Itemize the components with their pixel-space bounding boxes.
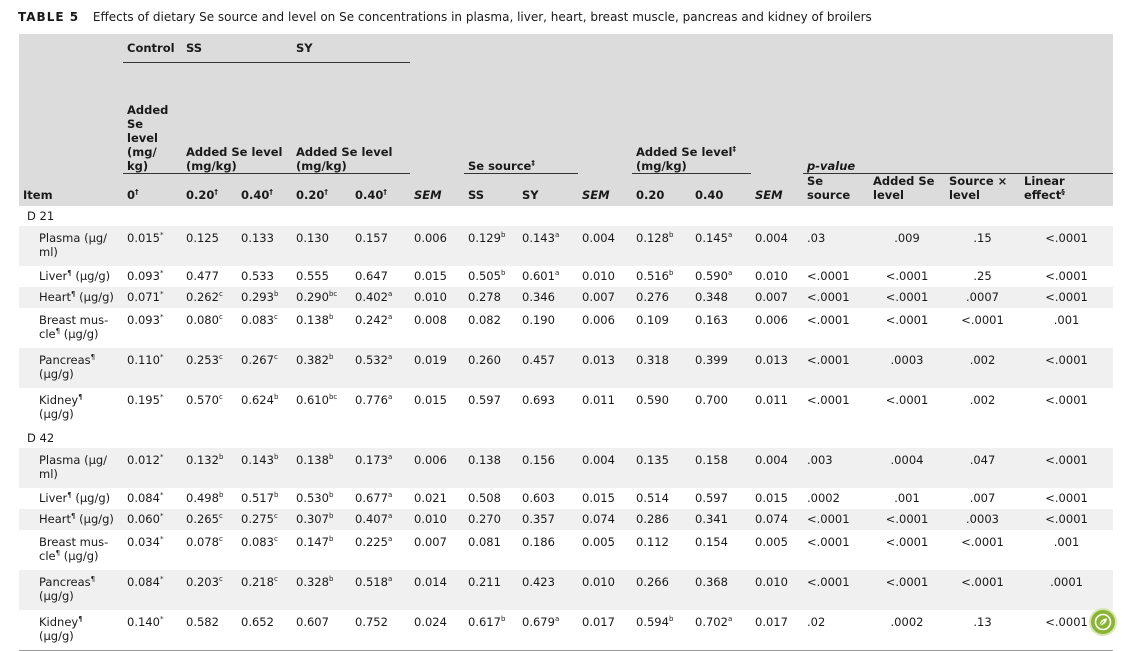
cell-p-interaction: .007 (969, 491, 996, 505)
cell-sy-020: 0.555 (296, 269, 329, 283)
cell-sem-1: 0.015 (414, 269, 447, 283)
row-item-label: Plasma (μg/ ml) (19, 226, 123, 266)
cell-level-040: 0.597 (695, 491, 728, 505)
table-row (19, 610, 1113, 651)
col-control-0: 0† (123, 174, 182, 207)
cell-p-level: <.0001 (869, 287, 945, 308)
cell-level-040: 0.341 (691, 509, 751, 530)
col-level-020: 0.20 (632, 174, 691, 207)
col-sem-2: SEM (578, 174, 632, 207)
cell-ss: 0.082 (468, 313, 501, 327)
section-label: D 21 (19, 206, 1113, 226)
cell-level-040: 0.368 (691, 570, 751, 610)
cell-p-interaction: <.0001 (961, 313, 1004, 327)
cell-p-level: <.0001 (885, 269, 929, 283)
cell-control-0: 0.093* (127, 313, 164, 327)
cell-sem-2: 0.015 (582, 491, 615, 505)
cell-sy-020: 0.328$^b$ (292, 570, 351, 610)
cell-sem-2: 0.004 (578, 448, 632, 488)
cell-sy-020: 0.530$^b$ (296, 491, 334, 505)
cell-sy-040: 0.518$^a$ (351, 570, 410, 610)
table-row (19, 570, 1113, 610)
cell-p-level: <.0001 (885, 535, 929, 549)
cell-control-0: 0.110* (123, 348, 182, 388)
cell-ss-020: 0.477 (186, 269, 219, 283)
row-item-label: Heart¶ (μg/g) (19, 287, 123, 308)
cell-p-source: <.0001 (803, 570, 869, 610)
cell-level-040: 0.145$^a$ (691, 226, 751, 266)
table-row (19, 388, 1113, 428)
section-row (19, 428, 1113, 448)
cell-control-0: 0.084* (127, 491, 164, 505)
cell-p-interaction: <.0001 (961, 535, 1004, 549)
cell-sy: 0.186 (522, 535, 555, 549)
row-item-label: Pancreas¶ (μg/g) (19, 570, 123, 610)
cell-p-source: .03 (803, 226, 869, 266)
cell-sem-1: 0.015 (414, 393, 447, 407)
table-title: Effects of dietary Se source and level on Se concentrations in plasma, liver, heart, breast muscle, pancreas and kidney of broilers (92, 10, 872, 24)
table-row (19, 530, 1113, 570)
cell-ss: 0.617$^b$ (464, 610, 518, 651)
cell-sy-020: 0.610$^{bc}$ (296, 393, 338, 407)
cell-sy: 0.423 (518, 570, 578, 610)
cell-p-interaction: .0007 (945, 287, 1020, 308)
cell-p-interaction: <.0001 (945, 570, 1020, 610)
cell-sem-3: 0.004 (751, 226, 803, 266)
cell-p-linear: <.0001 (1020, 610, 1113, 651)
col-ss-020: 0.20† (182, 174, 237, 207)
cell-sem-3: 0.006 (755, 313, 788, 327)
cell-sem-2: 0.074 (578, 509, 632, 530)
cell-sem-3: 0.011 (755, 393, 788, 407)
cell-sem-1: 0.008 (414, 313, 447, 327)
cell-sem-2: 0.017 (578, 610, 632, 651)
cell-level-020: 0.318 (632, 348, 691, 388)
cell-p-interaction: .047 (945, 448, 1020, 488)
cell-p-linear: <.0001 (1045, 491, 1088, 505)
table-row (19, 348, 1113, 388)
cell-sy-020: 0.290$^{bc}$ (292, 287, 351, 308)
cell-ss-020: 0.078$^c$ (186, 535, 223, 549)
cell-p-linear: <.0001 (1020, 226, 1113, 266)
cell-ss-040: 0.143$^b$ (237, 448, 292, 488)
cell-sy-040: 0.173$^a$ (351, 448, 410, 488)
cell-level-020: 0.514 (636, 491, 669, 505)
cell-ss-020: 0.132$^b$ (182, 448, 237, 488)
cell-sem-2: 0.010 (578, 570, 632, 610)
col-p-linear: Linear effect§ (1020, 174, 1113, 207)
cell-p-source: .003 (803, 448, 869, 488)
cell-p-linear: .0001 (1020, 570, 1113, 610)
cell-p-linear: <.0001 (1020, 348, 1113, 388)
table-row (19, 509, 1113, 530)
cell-sem-2: 0.011 (582, 393, 615, 407)
row-item-label: Kidney¶ (μg/g) (19, 610, 123, 651)
header-control-added-level: Added Se level (mg/ kg) (123, 63, 182, 174)
cell-sem-3: 0.015 (755, 491, 788, 505)
cell-sy-020: 0.607 (292, 610, 351, 651)
cell-p-source: .0002 (807, 491, 840, 505)
col-p-level: Added Se level (869, 174, 945, 207)
cell-sy-040: 0.225$^a$ (355, 535, 393, 549)
cell-control-0: 0.071* (123, 287, 182, 308)
cell-sem-3: 0.010 (751, 570, 803, 610)
cell-sem-2: 0.005 (582, 535, 615, 549)
table-row (19, 448, 1113, 488)
cell-sem-2: 0.004 (578, 226, 632, 266)
cell-sem-1: 0.014 (410, 570, 464, 610)
section-label: D 42 (19, 428, 1113, 448)
col-sy: SY (518, 174, 578, 207)
header-sy-added-level: Added Se level (mg/kg) (292, 63, 410, 174)
row-item-label: Liver¶ (μg/g) (39, 491, 111, 505)
cell-p-source: <.0001 (803, 287, 869, 308)
cell-p-level: .0004 (869, 448, 945, 488)
cell-p-level: .0002 (869, 610, 945, 651)
header-pvalue: p-value (803, 63, 1113, 174)
table-caption (18, 10, 872, 24)
section-row (19, 206, 1113, 226)
row-item-label: Liver¶ (μg/g) (39, 269, 111, 283)
cell-sy: 0.693 (522, 393, 555, 407)
header-ss-added-level: Added Se level (mg/kg) (182, 63, 292, 174)
cell-ss: 0.597 (468, 393, 501, 407)
cell-ss-040: 0.083$^c$ (241, 535, 278, 549)
cell-p-level: .001 (894, 491, 920, 505)
cell-p-interaction: .15 (945, 226, 1020, 266)
cell-ss-040: 0.517$^b$ (241, 491, 279, 505)
header-row-groups (19, 34, 1113, 63)
header-sy: SY (292, 34, 410, 63)
header-row-columns (19, 174, 1113, 207)
cell-level-020: 0.135 (632, 448, 691, 488)
cell-sem-3: 0.013 (751, 348, 803, 388)
cell-level-040: 0.154 (695, 535, 728, 549)
cell-p-level: <.0001 (869, 570, 945, 610)
cell-sem-1: 0.010 (410, 287, 464, 308)
cell-ss-020: 0.265$^c$ (182, 509, 237, 530)
col-p-source: Se source (803, 174, 869, 207)
cell-level-020: 0.112 (636, 535, 669, 549)
cell-ss-020: 0.125 (182, 226, 237, 266)
cell-level-040: 0.158 (691, 448, 751, 488)
cell-p-linear: .001 (1053, 313, 1080, 327)
cell-ss: 0.278 (464, 287, 518, 308)
cell-ss-040: 0.267$^c$ (237, 348, 292, 388)
cell-ss-040: 0.293$^b$ (237, 287, 292, 308)
cell-ss-040: 0.533 (241, 269, 274, 283)
cell-ss-040: 0.624$^b$ (241, 393, 279, 407)
cell-sy-040: 0.532$^a$ (351, 348, 410, 388)
cell-level-040: 0.700 (695, 393, 728, 407)
cell-sem-3: 0.004 (751, 448, 803, 488)
cell-level-020: 0.516$^b$ (636, 269, 674, 283)
cell-sem-2: 0.006 (582, 313, 615, 327)
cell-sy-040: 0.677$^a$ (355, 491, 393, 505)
cell-p-source: <.0001 (807, 393, 850, 407)
cell-sem-1: 0.006 (410, 448, 464, 488)
cell-p-interaction: .002 (969, 393, 996, 407)
cell-sy: 0.603 (522, 491, 555, 505)
row-item-label: Breast mus- cle¶ (μg/g) (39, 535, 109, 563)
cell-sem-3: 0.010 (755, 269, 788, 283)
cell-p-interaction: .13 (945, 610, 1020, 651)
col-sy-040: 0.40† (351, 174, 410, 207)
col-sy-020: 0.20† (292, 174, 351, 207)
cell-ss: 0.508 (468, 491, 501, 505)
cell-sy-040: 0.647 (355, 269, 388, 283)
cell-sem-3: 0.017 (751, 610, 803, 651)
cell-sem-1: 0.010 (410, 509, 464, 530)
cell-p-level: <.0001 (885, 313, 929, 327)
cell-ss: 0.138 (464, 448, 518, 488)
cell-control-0: 0.012* (123, 448, 182, 488)
cell-p-level: <.0001 (885, 393, 929, 407)
cell-p-interaction: .25 (973, 269, 992, 283)
cell-ss: 0.270 (464, 509, 518, 530)
results-table (19, 34, 1113, 651)
cell-sy-020: 0.307$^b$ (292, 509, 351, 530)
cell-p-linear: <.0001 (1020, 448, 1113, 488)
col-level-040: 0.40 (691, 174, 751, 207)
col-p-interaction: Source × level (945, 174, 1020, 207)
cell-ss-040: 0.133 (237, 226, 292, 266)
cell-p-source: <.0001 (807, 535, 850, 549)
cell-level-040: 0.348 (691, 287, 751, 308)
cell-sem-1: 0.007 (414, 535, 447, 549)
cell-ss-040: 0.083$^c$ (241, 313, 278, 327)
cell-control-0: 0.195* (127, 393, 164, 407)
cell-level-020: 0.276 (632, 287, 691, 308)
cell-sy: 0.156 (518, 448, 578, 488)
cell-sy: 0.679$^a$ (518, 610, 578, 651)
cell-sem-3: 0.007 (751, 287, 803, 308)
header-se-source: Se source‡ (464, 63, 578, 174)
cell-p-linear: <.0001 (1020, 287, 1113, 308)
cell-ss: 0.505$^b$ (468, 269, 506, 283)
leaf-badge[interactable] (1091, 610, 1115, 634)
cell-sy-020: 0.147$^b$ (296, 535, 334, 549)
table-row (19, 266, 1113, 287)
cell-level-040: 0.590$^a$ (695, 269, 733, 283)
cell-ss-040: 0.652 (237, 610, 292, 651)
table-row (19, 287, 1113, 308)
cell-p-source: <.0001 (803, 509, 869, 530)
cell-sem-1: 0.019 (410, 348, 464, 388)
cell-sem-3: 0.074 (751, 509, 803, 530)
cell-p-interaction: .0003 (945, 509, 1020, 530)
cell-sem-2: 0.010 (582, 269, 615, 283)
table-row (19, 226, 1113, 266)
cell-sem-1: 0.021 (414, 491, 447, 505)
cell-sem-2: 0.007 (578, 287, 632, 308)
cell-p-level: .0003 (869, 348, 945, 388)
cell-p-source: <.0001 (807, 313, 850, 327)
cell-p-source: <.0001 (803, 348, 869, 388)
cell-ss: 0.081 (468, 535, 501, 549)
cell-sem-2: 0.013 (578, 348, 632, 388)
cell-ss-020: 0.253$^c$ (182, 348, 237, 388)
cell-level-020: 0.590 (636, 393, 669, 407)
cell-sem-3: 0.005 (755, 535, 788, 549)
row-item-label: Plasma (μg/ ml) (19, 448, 123, 488)
cell-sy: 0.190 (522, 313, 555, 327)
cell-p-level: <.0001 (869, 509, 945, 530)
col-ss-040: 0.40† (237, 174, 292, 207)
cell-ss: 0.129$^b$ (464, 226, 518, 266)
cell-p-linear: <.0001 (1045, 393, 1088, 407)
cell-ss-020: 0.498$^b$ (186, 491, 224, 505)
cell-sy: 0.601$^a$ (522, 269, 560, 283)
cell-sy-020: 0.138$^b$ (292, 448, 351, 488)
cell-ss-020: 0.262$^c$ (182, 287, 237, 308)
cell-p-source: .02 (803, 610, 869, 651)
cell-control-0: 0.060* (123, 509, 182, 530)
cell-sem-1: 0.024 (410, 610, 464, 651)
header-added-level: Added Se level‡ (mg/kg) (632, 63, 751, 174)
cell-level-020: 0.286 (632, 509, 691, 530)
cell-p-source: <.0001 (807, 269, 850, 283)
table-body (19, 206, 1113, 651)
col-ss: SS (464, 174, 518, 207)
cell-sy-040: 0.157 (351, 226, 410, 266)
cell-ss-040: 0.275$^c$ (237, 509, 292, 530)
cell-level-020: 0.266 (632, 570, 691, 610)
table-label: TABLE 5 (18, 10, 80, 24)
cell-sy-040: 0.407$^a$ (351, 509, 410, 530)
row-item-label: Breast mus- cle¶ (μg/g) (39, 313, 109, 341)
cell-control-0: 0.015* (123, 226, 182, 266)
cell-level-020: 0.594$^b$ (632, 610, 691, 651)
table-row (19, 488, 1113, 509)
cell-control-0: 0.140* (123, 610, 182, 651)
cell-sy: 0.143$^a$ (518, 226, 578, 266)
cell-sy: 0.457 (518, 348, 578, 388)
col-sem-1: SEM (410, 174, 464, 207)
cell-ss-020: 0.582 (182, 610, 237, 651)
header-ss: SS (182, 34, 292, 63)
cell-p-linear: <.0001 (1020, 509, 1113, 530)
cell-control-0: 0.034* (127, 535, 164, 549)
cell-level-040: 0.163 (695, 313, 728, 327)
cell-sy: 0.357 (518, 509, 578, 530)
cell-ss-020: 0.570$^c$ (186, 393, 223, 407)
cell-control-0: 0.084* (123, 570, 182, 610)
header-row-subgroups (19, 63, 1113, 174)
cell-ss-020: 0.203$^c$ (182, 570, 237, 610)
cell-ss-020: 0.080$^c$ (186, 313, 223, 327)
leaf-icon (1091, 610, 1115, 634)
cell-control-0: 0.093* (127, 269, 164, 283)
col-sem-3: SEM (751, 174, 803, 207)
cell-p-linear: <.0001 (1045, 269, 1088, 283)
table-row (19, 308, 1113, 348)
cell-p-linear: .001 (1053, 535, 1080, 549)
row-item-label: Pancreas¶ (μg/g) (19, 348, 123, 388)
cell-p-level: .009 (869, 226, 945, 266)
cell-sy-040: 0.776$^a$ (355, 393, 393, 407)
row-item-label: Kidney¶ (μg/g) (39, 393, 83, 421)
cell-ss: 0.260 (464, 348, 518, 388)
cell-level-040: 0.399 (691, 348, 751, 388)
cell-level-020: 0.128$^b$ (632, 226, 691, 266)
col-item: Item (19, 174, 123, 207)
row-item-label: Heart¶ (μg/g) (19, 509, 123, 530)
cell-sy: 0.346 (518, 287, 578, 308)
cell-ss-040: 0.218$^c$ (237, 570, 292, 610)
cell-sy-020: 0.138$^b$ (296, 313, 334, 327)
cell-sy-020: 0.382$^b$ (292, 348, 351, 388)
header-control: Control (123, 34, 182, 63)
cell-sem-1: 0.006 (410, 226, 464, 266)
cell-ss: 0.211 (464, 570, 518, 610)
cell-sy-040: 0.242$^a$ (355, 313, 393, 327)
cell-level-020: 0.109 (636, 313, 669, 327)
cell-sy-020: 0.130 (292, 226, 351, 266)
cell-sy-040: 0.752 (351, 610, 410, 651)
cell-level-040: 0.702$^a$ (691, 610, 751, 651)
cell-sy-040: 0.402$^a$ (351, 287, 410, 308)
cell-p-interaction: .002 (945, 348, 1020, 388)
